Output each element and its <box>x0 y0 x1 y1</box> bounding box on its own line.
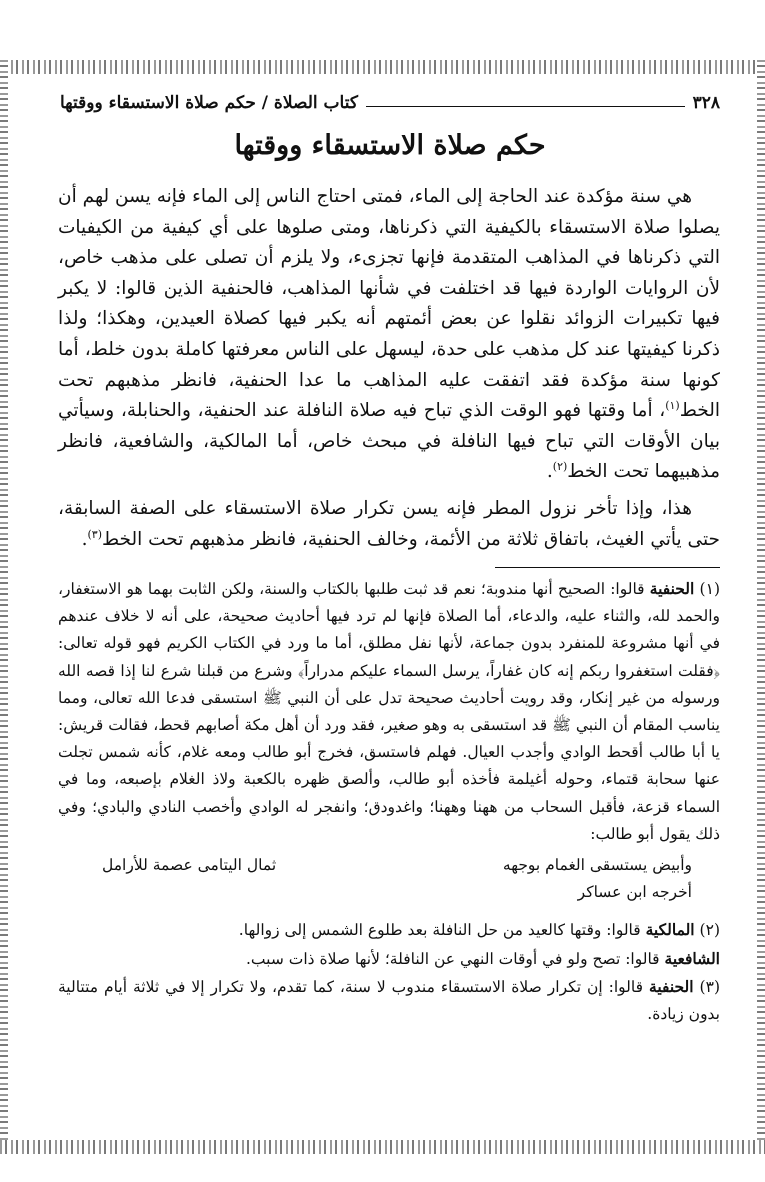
body-paragraph <box>58 494 720 555</box>
verse-credit: أخرجه ابن عساكر <box>577 883 692 902</box>
body-text: . <box>546 461 553 483</box>
footnote-separator <box>495 567 720 568</box>
body-text: ، أما وقتها فهو الوقت الذي تباح فيه صلاة النافلة عند الحنفية، والحنابلة، وسيأتي بيان الأوقات التي تباح فيها النافلة في مبحث خاص، أما المالكية، والشافعية، فانظر مذهبيهما تحت الخط <box>58 400 720 483</box>
ornamental-border-top <box>0 60 765 74</box>
footnote-2 <box>58 916 720 944</box>
footnotes <box>58 575 720 1028</box>
ornamental-border-left <box>0 60 8 1154</box>
footnote-ref-3: (٣) <box>87 527 102 541</box>
poem-verse <box>58 852 720 879</box>
footnote-2-continued <box>58 945 720 973</box>
footnote-text: قالوا: وقتها كالعيد من حل النافلة بعد طلوع الشمس إلى زوالها. <box>238 921 646 940</box>
verse-hemistich-2: ثمال اليتامى عصمة للأرامل <box>102 856 277 875</box>
section-title: حكم صلاة الاستسقاء ووقتها <box>234 130 546 161</box>
footnote-1 <box>58 575 720 848</box>
running-title: كتاب الصلاة / حكم صلاة الاستسقاء ووقتها <box>60 93 358 113</box>
footnote-number: (١) <box>699 580 720 598</box>
main-text <box>58 182 720 555</box>
footnote-ref-1: (١) <box>665 399 680 412</box>
footnote-number: (٣) <box>699 977 720 996</box>
page-number: ٣٢٨ <box>692 93 720 113</box>
footnote-text: قالوا: إن تكرار صلاة الاستسقاء مندوب لا سنة، كما تقدم، ولا تكرار إلا في ثلاثة أيام متتالية بدون زيادة. <box>58 977 720 1024</box>
ornamental-border-bottom <box>0 1140 765 1154</box>
footnote-3 <box>58 973 720 1028</box>
footnote-ref-2: (٢) <box>552 460 568 474</box>
header-rule <box>366 106 685 107</box>
footnote-text: قالوا: تصح ولو في أوقات النهي عن النافلة؛ لأنها صلاة ذات سبب. <box>246 949 665 968</box>
body-paragraph <box>58 182 720 488</box>
madhhab-label: الشافعية <box>664 948 720 968</box>
body-text: . <box>81 528 88 550</box>
madhhab-label: الحنفية <box>649 976 694 996</box>
verse-hemistich-1: وأبيض يستسقى الغمام بوجهه <box>502 856 692 875</box>
madhhab-label: المالكية <box>645 920 695 940</box>
body-text: هي سنة مؤكدة عند الحاجة إلى الماء، فمتى احتاج الناس إلى الماء فإنه يسن لهم أن يصلوا صلاة الاستسقاء بالكيفية التي ذكرناها، ومتى صلوها على أي كيفية من الكيفيات التي ذكرناها في المذاهب المتقدمة فإنها تجزىء، ولا يلزم أن تصلى على مذهب خاص، لأن الروايات الواردة فيها قد اختلفت في شأنها المذاهب، فالحنفية الذين قالوا: لا يكبر فيها تكبيرات الزوائد نقلوا عن بعض أئمتهم أنه يكبر فيها كصلاة العيدين، وهكذا؛ ولذا ذكرنا كيفيتها عند كل مذهب على حدة، ليسهل على الناس معرفتها كاملة بدون خلط، أما كونها سنة مؤكدة فقد اتفقت عليه المذاهب ما عدا الحنفية، فانظر مذهبهم تحت الخط <box>58 186 720 422</box>
footnote-text: قالوا: الصحيح أنها مندوبة؛ نعم قد ثبت طلبها بالكتاب والسنة، ولكن الثابت بهما هو الاستغفار، والحمد لله، والثناء عليه، والدعاء، أما الصلاة فإنها لم ترد فيها أحاديث صحيحة، على أنه لا خلاف عندهم في أنها مشروعة للمنفرد بدون جماعة، لأنها نفل مطلق، أما ما ورد في الكتاب الكريم فهو قوله تعالى: ﴿فقلت استغفروا ربكم إنه كان غفاراً، يرسل السماء عليكم مدراراً﴾ وشرع من قبلنا شرع لنا إذا قصه الله ورسوله من غير إنكار، وقد رويت أحاديث صحيحة تدل على أن النبي ﷺ استسقى فدعا الله تعالى، ومما يناسب المقام أن النبي ﷺ قد استسقى به وهو صغير، فقد ورد أن أهل مكة أصابهم قحط، فقالت قريش: يا أبا طالب أقحط الوادي وأجدب العيال. فهلم فاستسق، فخرج أبو طالب ومعه غلام، كأنه شمس تجلت عنها سحابة قتماء، وحوله أغيلمة فأخذه أبو طالب، وألصق ظهره بالكعبة ولاذ الغلام بإصبعه، وما في السماء قزعة، فأقبل السحاب من ههنا وههنا؛ واغدودق؛ وانفجر له الوادي وأخصب النادي والبادي؛ وفي ذلك يقول أبو طالب: <box>58 580 720 843</box>
ornamental-border-right <box>757 60 765 1154</box>
body-text: هذا، وإذا تأخر نزول المطر فإنه يسن تكرار صلاة الاستسقاء على الصفة السابقة، حتى يأتي الغيث، باتفاق ثلاثة من الأئمة، وخالف الحنفية، فانظر مذهبهم تحت الخط <box>58 497 720 550</box>
madhhab-label: الحنفية <box>649 579 695 598</box>
footnote-number: (٢) <box>699 921 720 940</box>
running-header <box>60 92 720 114</box>
